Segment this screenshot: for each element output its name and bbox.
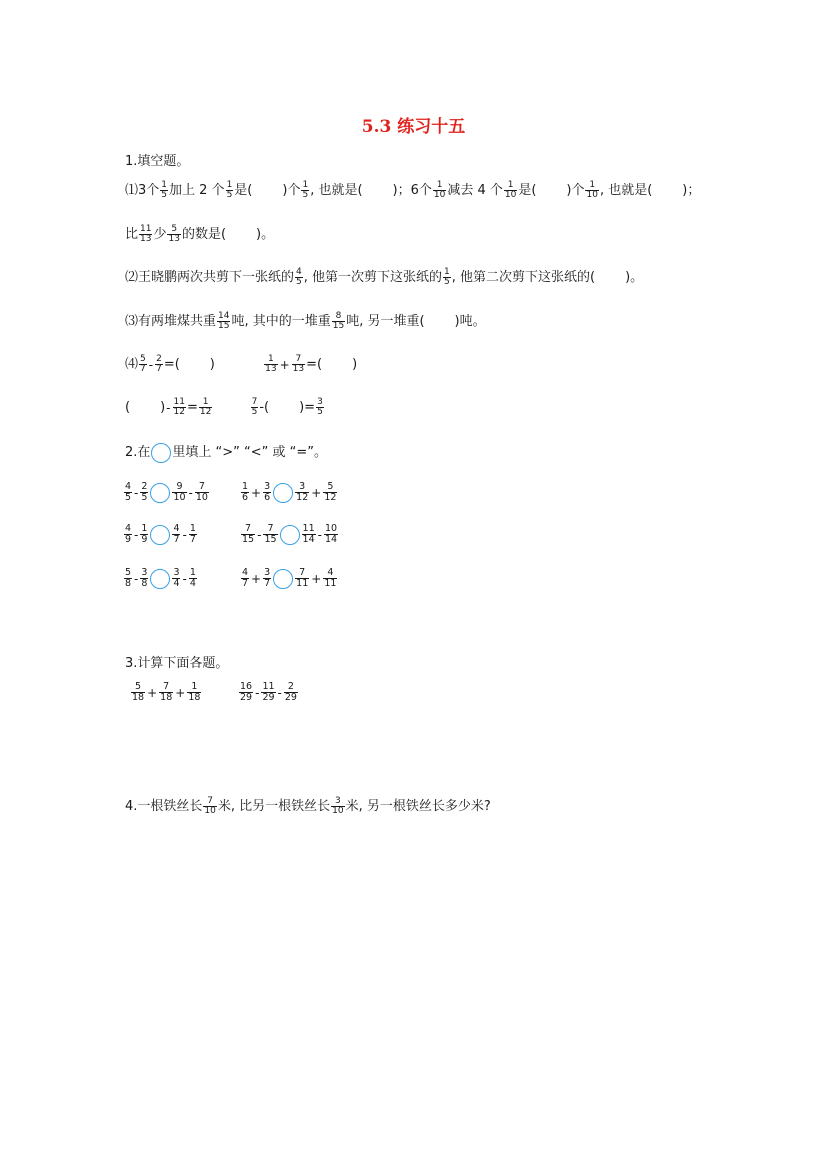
fraction: $\frac{7}{15}$ [242, 523, 255, 545]
fraction: $\frac{1}{5}$ [302, 180, 309, 200]
operator: - [134, 571, 139, 586]
fraction: $\frac{1}{10}$ [586, 180, 598, 200]
answer-circle-icon [151, 443, 171, 463]
comparison-item [123, 568, 198, 589]
operator: - [182, 571, 187, 586]
q1-item-4: ⑷ $\frac{5}{7}$ - $\frac{2}{7}$ =( ) $\frac{1}{13}$ + $\frac{7}{13}$ =( ) [125, 354, 358, 374]
comparison-item [240, 482, 338, 503]
fraction: $\frac{4}{7}$ [173, 523, 180, 545]
fraction: $\frac{2}{29}$ [284, 681, 297, 703]
fraction: $\frac{1}{5}$ [226, 180, 233, 200]
fraction: $\frac{14}{15}$ [218, 311, 230, 331]
fraction: $\frac{4}{7}$ [242, 567, 249, 589]
fraction: $\frac{3}{12}$ [296, 481, 309, 503]
q2-heading: 2.在 里填上 “>” “<” 或 “=”。 [125, 441, 327, 463]
q1-item-1-cont: 比 $\frac{11}{13}$ 少 $\frac{5}{13}$ 的数是( )。 [125, 224, 275, 244]
fraction: $\frac{2}{7}$ [156, 354, 162, 374]
fraction: $\frac{4}{5}$ [125, 481, 132, 503]
operator: - [277, 685, 282, 700]
fraction: $\frac{1}{12}$ [199, 397, 212, 417]
fraction: $\frac{1}{10}$ [433, 180, 446, 200]
comparison-item [123, 524, 198, 545]
fraction: $\frac{4}{5}$ [296, 267, 302, 287]
fraction: $\frac{5}{13}$ [168, 224, 180, 244]
answer-circle[interactable] [150, 569, 170, 589]
fraction: $\frac{9}{10}$ [173, 481, 186, 503]
fraction: $\frac{1}{9}$ [141, 523, 148, 545]
operator: - [188, 485, 193, 500]
q4-question: 4.一根铁丝长 $\frac{7}{10}$ 米, 比另一根铁丝长 $\frac{3}{10}$ 米, 另一根铁丝长多少米? [125, 796, 491, 816]
operator: + [311, 571, 322, 586]
fraction: $\frac{2}{5}$ [141, 481, 148, 503]
fraction: $\frac{11}{14}$ [302, 523, 315, 545]
fraction: $\frac{4}{9}$ [125, 523, 132, 545]
fraction: $\frac{7}{15}$ [264, 523, 277, 545]
operator: - [317, 527, 322, 542]
operator: - [134, 485, 139, 500]
q1-item-5: ( )- $\frac{11}{12}$ = $\frac{1}{12}$ $\frac{7}{5}$ -( )= $\frac{3}{5}$ [125, 397, 323, 417]
fraction: $\frac{1}{5}$ [444, 267, 450, 287]
calc-expression-1 [130, 682, 202, 703]
comparison-item [240, 524, 339, 545]
operator: - [255, 685, 260, 700]
q1-item-3: ⑶有两堆煤共重 $\frac{14}{15}$ 吨, 其中的一堆重 $\frac{8}{15}$ 吨, 另一堆重( )吨。 [125, 311, 486, 331]
q1-item-1: ⑴3个 $\frac{1}{5}$ 加上 2 个 $\frac{1}{5}$ 是( )个 $\frac{1}{5}$ , 也就是( )；6个 $\frac{1}{10}$ 减去 4 个 $\frac{1}{10}$ 是( )个 $\frac{1}{10}$ , 也就是( )； [125, 180, 701, 200]
fraction: $\frac{16}{29}$ [240, 681, 253, 703]
fraction: $\frac{1}{6}$ [242, 481, 249, 503]
operator: - [257, 527, 262, 542]
fraction: $\frac{7}{10}$ [195, 481, 208, 503]
fraction: $\frac{3}{5}$ [317, 397, 323, 417]
calc-expression-2 [238, 682, 299, 703]
operator: + [147, 685, 158, 700]
fraction: $\frac{3}{8}$ [141, 567, 148, 589]
fraction: $\frac{3}{10}$ [332, 796, 344, 816]
answer-circle[interactable] [280, 525, 300, 545]
fraction: $\frac{3}{7}$ [264, 567, 271, 589]
operator: - [182, 527, 187, 542]
fraction: $\frac{3}{4}$ [173, 567, 180, 589]
fraction: $\frac{1}{13}$ [265, 354, 277, 374]
page-title: 5.3 练习十五 [361, 117, 466, 137]
operator: + [311, 485, 322, 500]
operator: + [175, 685, 186, 700]
fraction: $\frac{11}{29}$ [262, 681, 275, 703]
fraction: $\frac{5}{18}$ [132, 681, 145, 703]
fraction: $\frac{7}{10}$ [204, 796, 216, 816]
fraction: $\frac{8}{15}$ [332, 311, 345, 331]
fraction: $\frac{10}{14}$ [324, 523, 338, 545]
fraction: $\frac{7}{13}$ [292, 354, 305, 374]
operator: + [251, 485, 262, 500]
fraction: $\frac{1}{5}$ [161, 180, 168, 200]
q1-item-2: ⑵王晓鹏两次共剪下一张纸的 $\frac{4}{5}$ , 他第一次剪下这张纸的 $\frac{1}{5}$ , 他第二次剪下这张纸的( )。 [125, 267, 644, 287]
q1-heading: 1.填空题。 [125, 154, 190, 169]
fraction: $\frac{7}{5}$ [251, 397, 258, 417]
fraction: $\frac{1}{4}$ [189, 567, 196, 589]
fraction: $\frac{5}{12}$ [324, 481, 337, 503]
fraction: $\frac{3}{6}$ [264, 481, 271, 503]
fraction: $\frac{4}{11}$ [324, 567, 337, 589]
answer-circle[interactable] [273, 483, 293, 503]
fraction: $\frac{5}{7}$ [140, 354, 146, 374]
answer-circle[interactable] [273, 569, 293, 589]
fraction: $\frac{1}{18}$ [188, 681, 201, 703]
comparison-item [240, 568, 338, 589]
operator: - [134, 527, 139, 542]
operator: + [251, 571, 262, 586]
fraction: $\frac{5}{8}$ [125, 567, 132, 589]
fraction: $\frac{7}{11}$ [296, 567, 309, 589]
comparison-item [123, 482, 210, 503]
answer-circle[interactable] [150, 525, 170, 545]
fraction: $\frac{11}{13}$ [140, 224, 152, 244]
answer-circle[interactable] [150, 483, 170, 503]
fraction: $\frac{11}{12}$ [173, 397, 185, 417]
fraction: $\frac{1}{7}$ [189, 523, 196, 545]
fraction: $\frac{1}{10}$ [504, 180, 517, 200]
fraction: $\frac{7}{18}$ [160, 681, 173, 703]
q3-heading: 3.计算下面各题。 [125, 656, 229, 671]
